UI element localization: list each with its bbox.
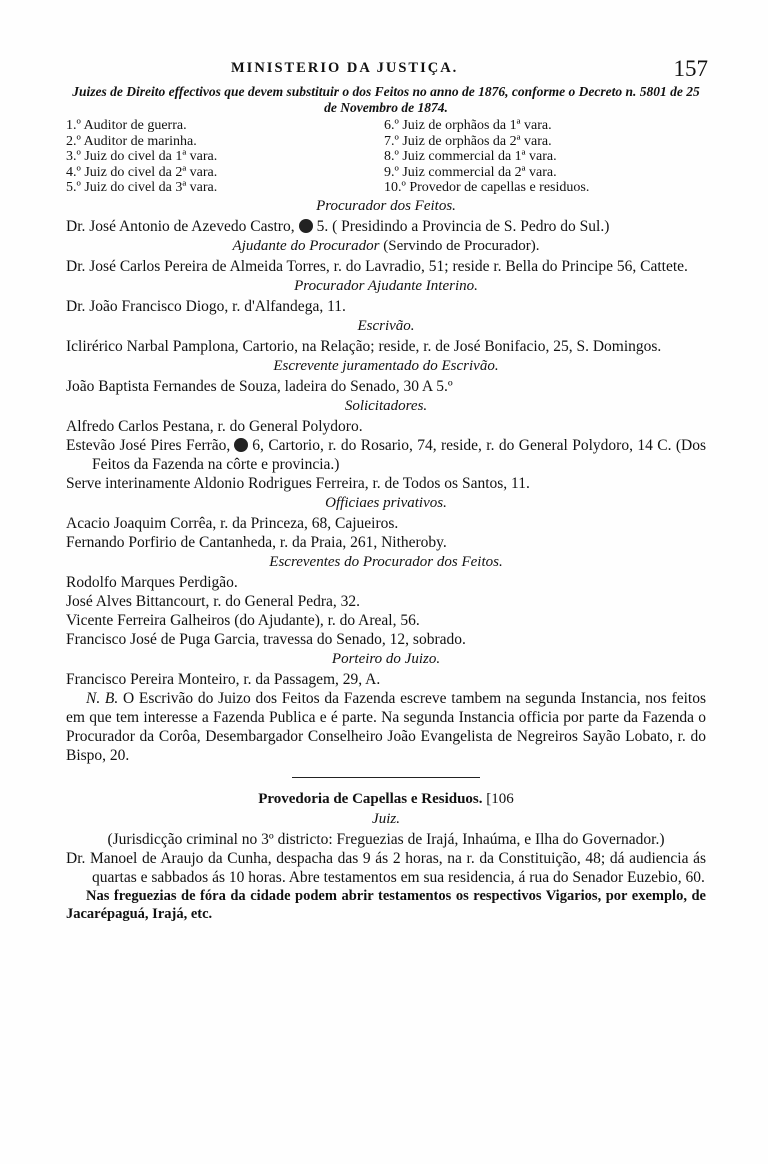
section-subheading-juiz: Juiz. [372,810,400,827]
testament-note: Nas freguezias de fóra da cidade podem abrir testamentos os respectivos Vigarios, por exemplo, de Jacarépaguá, Irajá, etc. [66,887,706,922]
entry-text: Estevão José Pires Ferrão, [66,436,231,454]
entry-escrivao: Iclirérico Narbal Pamplona, Cartorio, na Relação; reside, r. de José Bonifacio, 25, S. Domingos. [66,337,662,355]
section-heading-porteiro: Porteiro do Juizo. [331,650,441,667]
nb-text: O Escrivão do Juizo dos Feitos da Fazenda escreve tambem na segunda Instancia, nos feitos em que tem interesse a Fazenda Publica e é parte. Na segunda Instancia officia por parte da Fazenda o Procurador da Corôa, Desembargador Conselheiro João Evangelista de Negreiros Sayão Lobato, r. do Bispo, 20. [66,689,706,764]
entry-escrevente-procurador: Rodolfo Marques Perdigão. [66,573,238,591]
heading-ref: [106 [486,790,514,807]
order-cross-icon [234,438,248,452]
judge-item: 3.º Juiz do civel da 1ª vara. [66,149,218,164]
judge-item: 1.º Auditor de guerra. [66,118,187,133]
judge-item: 2.º Auditor de marinha. [66,133,197,149]
judge-item: 7.º Juiz de orphãos da 2ª vara. [384,133,552,149]
substitute-judges-intro: Juizes de Direito effectivos que devem substituir o dos Feitos no anno de 1876, conforme o Decreto n. 5801 de 25 de Novembro de 1874. [72,84,700,115]
entry-solicitador: Alfredo Carlos Pestana, r. do General Polydoro. [66,417,363,435]
entry-text: 6, Cartorio, r. do Rosario, 74, reside, r. do General Polydoro, 14 C. (Dos Feitos da Fazenda na côrte e provincia.) [92,436,706,473]
entry-text: Dr. José Antonio de Azevedo Castro, [66,217,295,235]
page-title: MINISTERIO DA JUSTIÇA. [231,60,459,76]
entry-official: Acacio Joaquim Corrêa, r. da Princeza, 68, Cajueiros. [66,514,399,532]
judge-item: 5.º Juiz do civel da 3ª vara. [66,180,218,195]
judge-item: 4.º Juiz do civel da 2ª vara. [66,164,218,180]
order-cross-icon [299,219,313,233]
entry-procurador [66,217,706,236]
judge-item: 8.º Juiz commercial da 1ª vara. [384,149,557,164]
entry-escrevente: João Baptista Fernandes de Souza, ladeira do Senado, 30 A 5.º [66,377,453,395]
entry-escrevente-procurador: Francisco José de Puga Garcia, travessa do Senado, 12, sobrado. [66,630,466,648]
judges-left-column [66,118,384,196]
entry-text: 5. ( Presidindo a Provincia de S. Pedro do Sul.) [316,217,610,235]
section-heading-escreventes: Escreventes do Procurador dos Feitos. [269,553,503,570]
heading-text: Provedoria de Capellas e Residuos. [258,790,483,807]
entry-procurador-interino: Dr. João Francisco Diogo, r. d'Alfandega, 11. [66,297,346,315]
nota-bene [66,689,706,765]
section-heading-officiaes: Officiaes privativos. [325,494,447,511]
entry-ajudante: Dr. José Carlos Pereira de Almeida Torres, r. do Lavradio, 51; reside r. Bella do Principe 56, Cattete. [66,257,688,275]
judge-item: 6.º Juiz de orphãos da 1ª vara. [384,118,552,133]
section-heading-provedoria [66,790,706,809]
heading-text: Ajudante do Procurador [232,237,380,254]
judge-item: 9.º Juiz commercial da 2ª vara. [384,164,557,180]
judge-item: 10.º Provedor de capellas e residuos. [384,180,590,195]
entry-solicitador: Serve interinamente Aldonio Rodrigues Ferreira, r. de Todos os Santos, 11. [66,474,530,492]
entry-porteiro: Francisco Pereira Monteiro, r. da Passagem, 29, A. [66,670,381,688]
judges-right-column [384,118,589,196]
heading-suffix: (Servindo de Procurador). [383,237,540,254]
page-number: 157 [673,56,708,81]
entry-official: Fernando Porfirio de Cantanheda, r. da Praia, 261, Nitheroby. [66,533,447,551]
entry-solicitador [66,436,706,474]
section-divider [292,777,480,778]
section-heading-procurador-interino: Procurador Ajudante Interino. [294,277,478,294]
substitute-judges-list [66,118,706,196]
entry-juiz: Dr. Manoel de Araujo da Cunha, despacha das 9 ás 2 horas, na r. da Constituição, 48; dá audiencia ás quartas e sabbados ás 10 horas. Abre testamentos em sua residencia, á rua do Senador Euzebio, 60. [66,849,706,886]
document-page [66,56,706,923]
section-heading-ajudante [66,237,706,256]
section-heading-solicitadores: Solicitadores. [344,397,428,414]
page-header [66,56,706,82]
section-heading-procurador: Procurador dos Feitos. [316,197,456,214]
jurisdiction-note: (Jurisdicção criminal no 3º districto: Freguezias de Irajá, Inhaúma, e Ilha do Governador.) [107,830,665,848]
section-heading-escrevente: Escrevente juramentado do Escrivão. [273,357,499,374]
section-heading-escrivao: Escrivão. [357,317,415,334]
nb-label: N. B. [86,689,119,707]
entry-escrevente-procurador: José Alves Bittancourt, r. do General Pedra, 32. [66,592,361,610]
entry-escrevente-procurador: Vicente Ferreira Galheiros (do Ajudante), r. do Areal, 56. [66,611,420,629]
